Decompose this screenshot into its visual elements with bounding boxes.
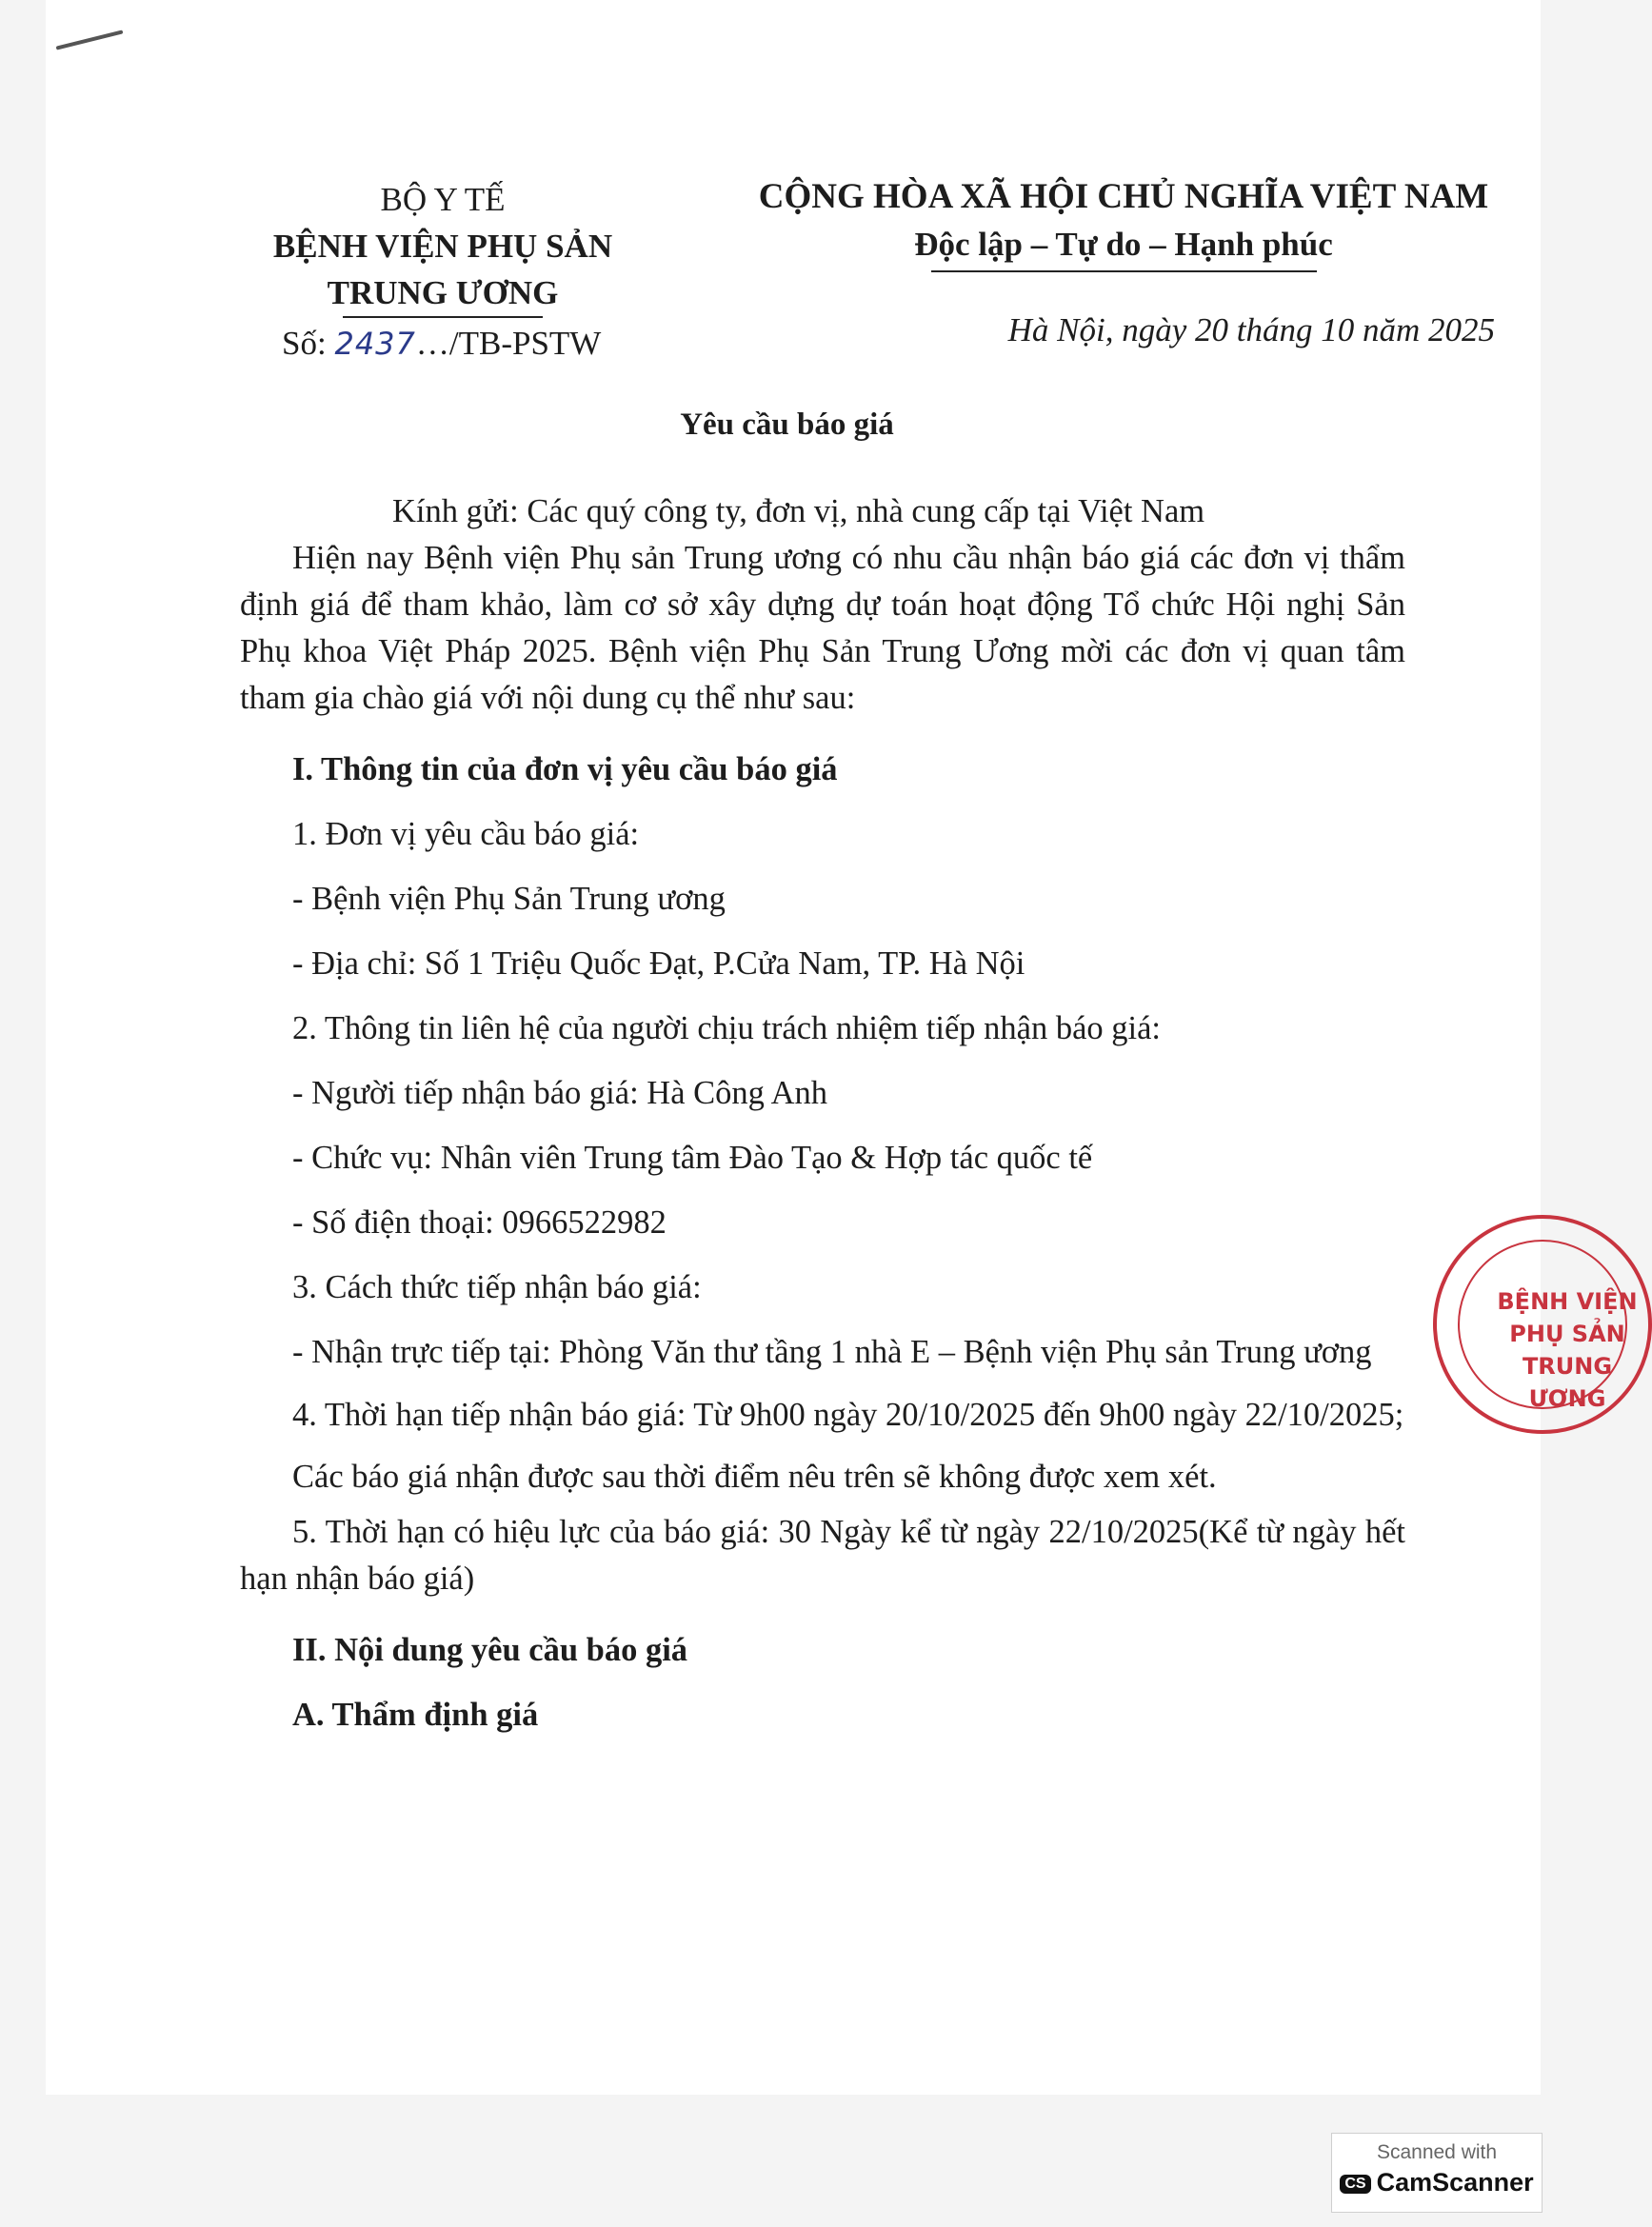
watermark-top: Scanned with [1376,2141,1498,2163]
camscanner-watermark [1331,2133,1543,2213]
national-header [752,173,1495,272]
nation-title: CỘNG HÒA XÃ HỘI CHỦ NGHĨA VIỆT NAM [758,177,1489,216]
section2-heading: II. Nội dung yêu cầu báo giá [292,1632,688,1668]
red-seal-stamp [1433,1215,1652,1434]
receiver: - Người tiếp nhận báo giá: Hà Công Anh [292,1075,828,1111]
document-number [248,320,638,368]
camscanner-logo-icon: CS [1340,2175,1370,2194]
doc-no-prefix: Số: [282,325,327,362]
address: - Địa chỉ: Số 1 Triệu Quốc Đạt, P.Cửa Nam, TP. Hà Nội [292,945,1025,982]
ministry-name: BỘ Y TẾ [380,181,506,218]
document-body [240,487,1405,1747]
unit-name: - Bệnh viện Phụ Sản Trung ương [292,881,726,917]
stamp-text: BỆNH VIỆN PHỤ SẢN TRUNG ƯƠNG [1497,1288,1638,1412]
greeting: Kính gửi: Các quý công ty, đơn vị, nhà cung cấp tại Việt Nam [392,493,1205,529]
doc-no-suffix: …/TB-PSTW [415,325,602,362]
method: - Nhận trực tiếp tại: Phòng Văn thư tầng 1 nhà E – Bệnh viện Phụ sản Trung ương [292,1334,1372,1370]
note: Các báo giá nhận được sau thời điểm nêu trên sẽ không được xem xét. [292,1459,1217,1495]
motto-underline [931,270,1317,272]
phone: - Số điện thoại: 0966522982 [292,1204,667,1241]
item3: 3. Cách thức tiếp nhận báo giá: [292,1269,702,1305]
item2: 2. Thông tin liên hệ của người chịu trách nhiệm tiếp nhận báo giá: [292,1010,1161,1046]
position: - Chức vụ: Nhân viên Trung tâm Đào Tạo & Hợp tác quốc tế [292,1140,1093,1176]
watermark-brand [1332,2168,1542,2197]
hospital-name-line2: TRUNG ƯƠNG [327,274,559,311]
watermark-brand-name: CamScanner [1376,2168,1534,2197]
motto: Độc lập – Tự do – Hạnh phúc [914,226,1333,263]
item1: 1. Đơn vị yêu cầu báo giá: [292,816,640,852]
intro-paragraph: Hiện nay Bệnh viện Phụ sản Trung ương có nhu cầu nhận báo giá các đơn vị thẩm định giá để tham khảo, làm cơ sở xây dựng dự toán hoạt động Tổ chức Hội nghị Sản Phụ khoa Việt Pháp 2025. Bệnh viện Phụ Sản Trung Ương mời các đơn vị quan tâm tham gia chào giá với nội dung cụ thể như sau: [240,540,1405,716]
issuer-underline [343,316,543,318]
section2-sub-a: A. Thẩm định giá [292,1697,539,1733]
issuer-block [248,176,638,368]
hospital-name-line1: BỆNH VIỆN PHỤ SẢN [272,228,613,265]
dateline: Hà Nội, ngày 20 tháng 10 năm 2025 [1007,311,1495,348]
item4: 4. Thời hạn tiếp nhận báo giá: Từ 9h00 ngày 20/10/2025 đến 9h00 ngày 22/10/2025; [292,1397,1404,1433]
document-title: Yêu cầu báo giá [680,408,894,442]
doc-no-handwritten: 2437 [334,326,416,362]
section1-heading: I. Thông tin của đơn vị yêu cầu báo giá [292,751,838,787]
item5: 5. Thời hạn có hiệu lực của báo giá: 30 Ngày kể từ ngày 22/10/2025(Kể từ ngày hết hạn nhận báo giá) [240,1514,1405,1597]
